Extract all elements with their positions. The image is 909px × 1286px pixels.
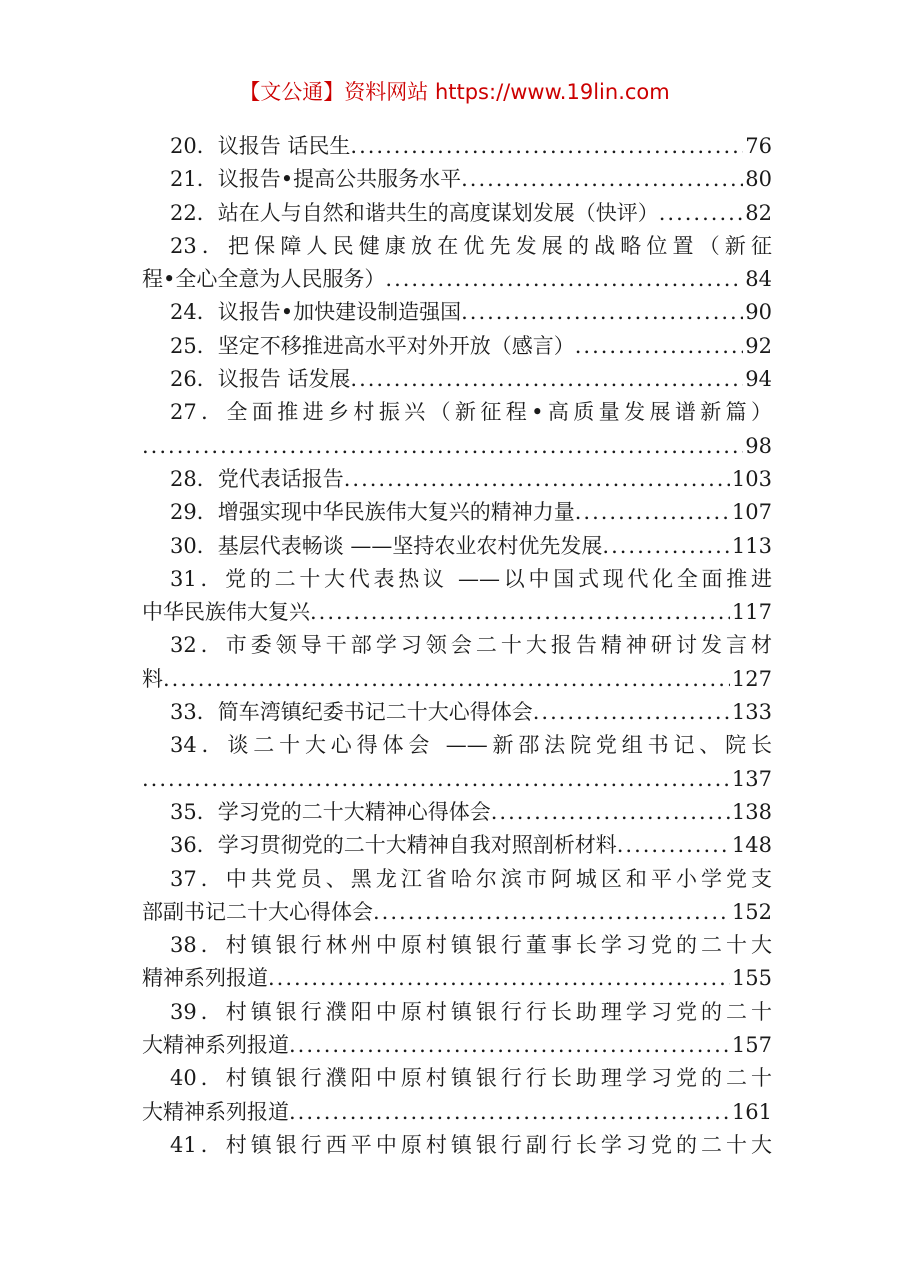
toc-leader-dots xyxy=(533,696,730,729)
toc-line xyxy=(142,230,772,263)
toc-page-number: 148 xyxy=(731,833,772,858)
toc-entry-title: 30．基层代表畅谈 ——坚持农业农村优先发展 xyxy=(170,533,603,558)
toc-entry-title: 中华民族伟大复兴 xyxy=(142,600,310,625)
toc-page-number: 133 xyxy=(731,700,772,725)
toc-leader-dots xyxy=(350,130,743,163)
toc-leader-dots xyxy=(575,496,730,529)
toc-leader-dots xyxy=(289,1029,730,1062)
toc-entry-title: 料 xyxy=(142,666,163,691)
toc-leader-dots xyxy=(142,763,730,796)
toc-entry-title: 27．全面推进乡村振兴（新征程•高质量发展谱新篇） xyxy=(170,400,772,425)
toc-page-number: 113 xyxy=(731,533,772,558)
toc-line xyxy=(142,596,772,629)
toc-page-number: 92 xyxy=(745,333,772,358)
toc-entry-title: 20．议报告 话民生 xyxy=(170,134,351,158)
toc-entry-title: 23．把保障人民健康放在优先发展的战略位置（新征 xyxy=(170,233,772,258)
toc-line xyxy=(142,130,772,163)
toc-leader-dots xyxy=(350,363,743,396)
toc-leader-dots xyxy=(289,1096,730,1129)
toc-leader-dots xyxy=(491,796,730,829)
toc-line xyxy=(142,1062,772,1095)
toc-leader-dots xyxy=(268,962,730,995)
toc-entry-title: 31．党的二十大代表热议 ——以中国式现代化全面推进 xyxy=(170,566,772,591)
toc-page-number: 82 xyxy=(745,200,772,225)
toc-page-number: 155 xyxy=(731,966,772,991)
toc-entry-title: 24．议报告•加快建设制造强国 xyxy=(170,300,462,325)
toc-entry-title: 大精神系列报道 xyxy=(142,1099,289,1124)
toc-leader-dots xyxy=(461,296,743,329)
toc-line xyxy=(142,530,772,563)
toc-line xyxy=(142,962,772,995)
toc-entry-title: 37．中共党员、黑龙江省哈尔滨市阿城区和平小学党支 xyxy=(170,866,772,891)
toc-page-number: 138 xyxy=(731,799,772,824)
toc-line xyxy=(142,496,772,529)
toc-entry-title: 25．坚定不移推进高水平对外开放（感言） xyxy=(170,333,575,358)
toc-line xyxy=(142,763,772,796)
toc-line xyxy=(142,163,772,196)
toc-entry-title: 程•全心全意为人民服务） xyxy=(142,267,386,292)
toc-leader-dots xyxy=(659,197,744,230)
toc-line xyxy=(142,729,772,762)
toc-page-number: 103 xyxy=(731,466,772,491)
toc-leader-dots xyxy=(461,163,743,196)
toc-leader-dots xyxy=(142,430,743,463)
toc-entry-title: 32．市委领导干部学习领会二十大报告精神研讨发言材 xyxy=(170,633,772,658)
toc-leader-dots xyxy=(617,829,730,862)
toc-leader-dots xyxy=(344,463,730,496)
toc-page-number: 127 xyxy=(731,666,772,691)
toc-entry-title: 21．议报告•提高公共服务水平 xyxy=(170,167,462,192)
toc-leader-dots xyxy=(575,330,744,363)
toc-page-number: 90 xyxy=(745,300,772,325)
toc-line xyxy=(142,696,772,729)
toc-line xyxy=(142,197,772,230)
toc-entry-title: 29．增强实现中华民族伟大复兴的精神力量 xyxy=(170,500,575,525)
toc-page-number: 107 xyxy=(731,500,772,525)
toc-entry-title: 大精神系列报道 xyxy=(142,1033,289,1058)
toc-line xyxy=(142,663,772,696)
toc-entry-title: 26．议报告 话发展 xyxy=(170,367,351,392)
toc-page-number: 80 xyxy=(745,167,772,192)
toc-page-number: 94 xyxy=(745,367,772,392)
toc-line xyxy=(142,1096,772,1129)
toc-line xyxy=(142,896,772,929)
toc-entry-title: 34．谈二十大心得体会 ——新邵法院党组书记、院长 xyxy=(170,733,772,758)
toc-entry-title: 22．站在人与自然和谐共生的高度谋划发展（快评） xyxy=(170,200,659,225)
toc-line xyxy=(142,363,772,396)
toc-page-number: 137 xyxy=(731,766,772,791)
toc-leader-dots xyxy=(602,530,730,563)
toc-page-number: 76 xyxy=(745,134,772,158)
toc-page-number: 98 xyxy=(745,433,772,458)
toc-line xyxy=(142,330,772,363)
toc-entry-title: 精神系列报道 xyxy=(142,966,268,991)
toc-line xyxy=(142,563,772,596)
toc-line xyxy=(142,996,772,1029)
toc-entry-title: 41．村镇银行西平中原村镇银行副行长学习党的二十大 xyxy=(170,1132,772,1157)
toc-entry-title: 40．村镇银行濮阳中原村镇银行行长助理学习党的二十 xyxy=(170,1066,772,1091)
toc-page-number: 152 xyxy=(731,899,772,924)
toc-entry-title: 33．简车湾镇纪委书记二十大心得体会 xyxy=(170,700,533,725)
toc-line xyxy=(142,629,772,662)
toc-leader-dots xyxy=(373,896,730,929)
toc-line xyxy=(142,396,772,429)
toc-entry-title: 35．学习党的二十大精神心得体会 xyxy=(170,799,491,824)
toc-line xyxy=(142,296,772,329)
toc-entry-title: 28．党代表话报告 xyxy=(170,466,344,491)
toc-leader-dots xyxy=(163,663,730,696)
toc-line xyxy=(142,929,772,962)
toc-line xyxy=(142,796,772,829)
toc-entry-title: 部副书记二十大心得体会 xyxy=(142,899,373,924)
toc-line xyxy=(142,1129,772,1162)
toc-line xyxy=(142,430,772,463)
toc-page-number: 117 xyxy=(731,600,772,625)
toc-entry-title: 39．村镇银行濮阳中原村镇银行行长助理学习党的二十 xyxy=(170,999,772,1024)
table-of-contents xyxy=(142,130,772,1162)
toc-leader-dots xyxy=(385,263,743,296)
toc-page-number: 84 xyxy=(745,267,772,292)
toc-leader-dots xyxy=(310,596,730,629)
toc-page-number: 161 xyxy=(731,1099,772,1124)
toc-line xyxy=(142,863,772,896)
toc-entry-title: 38．村镇银行林州中原村镇银行董事长学习党的二十大 xyxy=(170,933,772,958)
site-header: 【文公通】资料网站 https://www.19lin.com xyxy=(239,80,670,104)
toc-line xyxy=(142,463,772,496)
toc-line xyxy=(142,829,772,862)
toc-entry-title: 36．学习贯彻党的二十大精神自我对照剖析材料 xyxy=(170,833,617,858)
toc-line xyxy=(142,1029,772,1062)
toc-line xyxy=(142,263,772,296)
toc-page-number: 157 xyxy=(731,1033,772,1058)
